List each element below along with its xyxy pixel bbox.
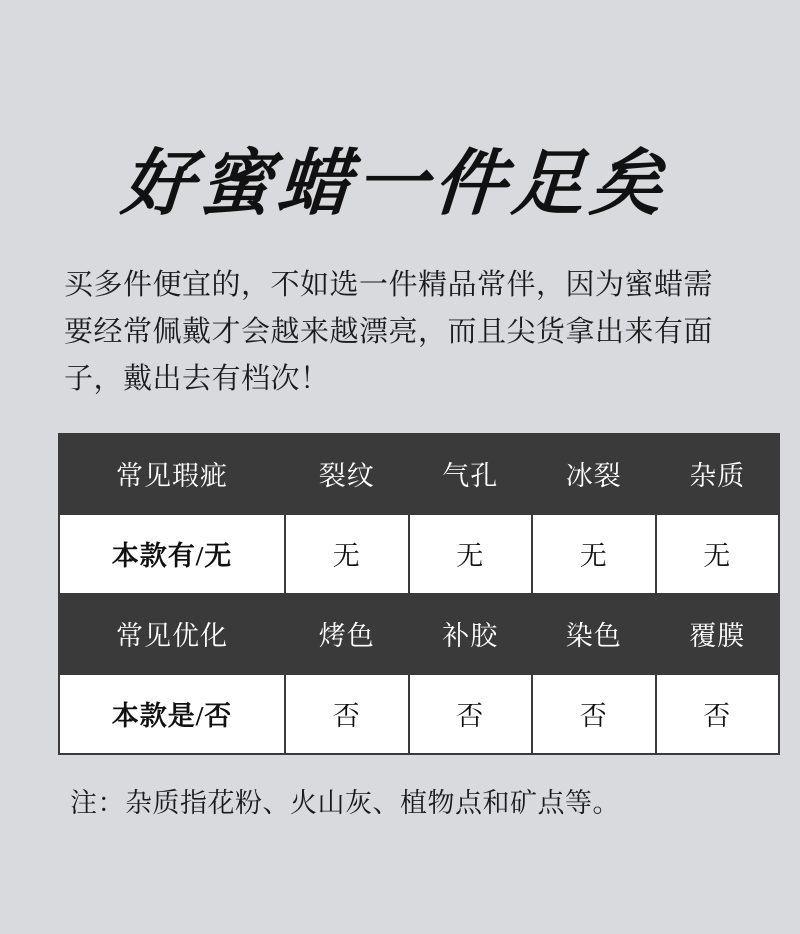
intro-paragraph: 买多件便宜的，不如选一件精品常伴，因为蜜蜡需要经常佩戴才会越来越漂亮，而且尖货拿出来有面子，戴出去有档次！ xyxy=(64,269,714,395)
quality-spec-table xyxy=(58,433,780,755)
table-cell-has-impurity: 无 xyxy=(656,514,780,594)
table-cell-defect-label: 常见瑕疵 xyxy=(59,434,285,514)
table-row-defect-header xyxy=(59,434,779,514)
table-cell-treatment-label: 常见优化 xyxy=(59,594,285,674)
table-cell-has-crack: 无 xyxy=(285,514,409,594)
table-cell-treatment-glued: 补胶 xyxy=(409,594,533,674)
table-cell-treatment-baked: 烤色 xyxy=(285,594,409,674)
page-title: 好蜜蜡一件足矣 xyxy=(119,144,671,224)
table-cell-defect-icecrack: 冰裂 xyxy=(532,434,656,514)
table-row-defect-values xyxy=(59,514,779,594)
table-cell-treatment-dyed: 染色 xyxy=(532,594,656,674)
table-cell-has-icecrack: 无 xyxy=(532,514,656,594)
table-cell-defect-impurity: 杂质 xyxy=(656,434,780,514)
table-cell-defect-pore: 气孔 xyxy=(409,434,533,514)
table-cell-has-pore: 无 xyxy=(409,514,533,594)
table-cell-is-dyed: 否 xyxy=(532,674,656,754)
table-cell-is-glued: 否 xyxy=(409,674,533,754)
footnote: 注：杂质指花粉、火山灰、植物点和矿点等。 xyxy=(70,787,620,818)
table-cell-has-label: 本款有/无 xyxy=(59,514,285,594)
table-row-treatment-header xyxy=(59,594,779,674)
table-cell-is-label: 本款是/否 xyxy=(59,674,285,754)
table-cell-is-baked: 否 xyxy=(285,674,409,754)
table-cell-defect-crack: 裂纹 xyxy=(285,434,409,514)
table-cell-is-coated: 否 xyxy=(656,674,780,754)
table-row-treatment-values xyxy=(59,674,779,754)
table-cell-treatment-coated: 覆膜 xyxy=(656,594,780,674)
